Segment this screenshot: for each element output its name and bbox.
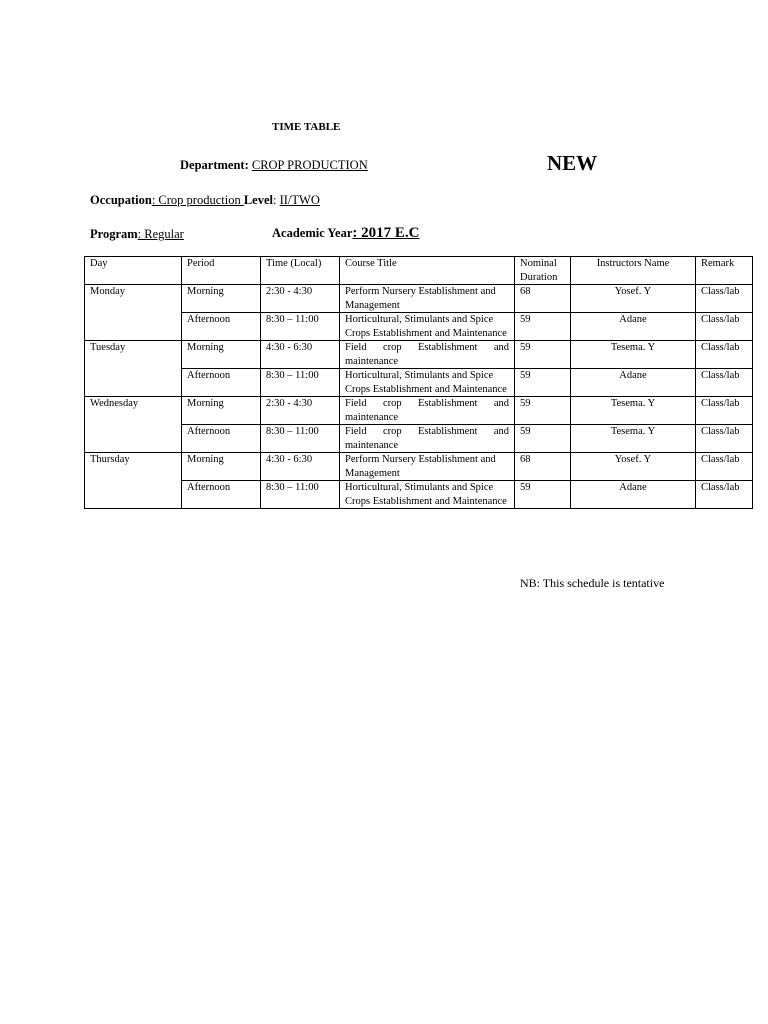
time-cell: 8:30 – 11:00	[261, 313, 340, 341]
remark-cell: Class/lab	[696, 397, 753, 425]
duration-cell: 68	[515, 285, 571, 313]
period-cell: Morning	[182, 453, 261, 481]
academic-year-line	[272, 225, 420, 242]
table-row	[85, 369, 753, 397]
day-cell: Tuesday	[85, 341, 182, 397]
instructor-cell: Yosef. Y	[571, 453, 696, 481]
day-cell: Thursday	[85, 453, 182, 509]
table-row	[85, 481, 753, 509]
program-line	[90, 227, 184, 242]
header-day: Day	[85, 257, 182, 285]
department-label: Department:	[180, 158, 249, 172]
day-cell: Wednesday	[85, 397, 182, 453]
header-instructor: Instructors Name	[571, 257, 696, 285]
period-cell: Morning	[182, 285, 261, 313]
duration-cell: 68	[515, 453, 571, 481]
occupation-value: : Crop production	[151, 193, 244, 207]
instructor-cell: Adane	[571, 313, 696, 341]
course-cell: Perform Nursery Establishment and Management	[340, 285, 515, 313]
header-time: Time (Local)	[261, 257, 340, 285]
level-label: Level	[243, 193, 273, 207]
program-value: : Regular	[137, 227, 184, 241]
duration-cell: 59	[515, 397, 571, 425]
course-cell: Field crop Establishment and maintenance	[340, 425, 515, 453]
period-cell: Afternoon	[182, 481, 261, 509]
time-cell: 8:30 – 11:00	[261, 369, 340, 397]
academic-year-value: : 2017 E.C	[352, 225, 420, 241]
table-row	[85, 285, 753, 313]
department-line	[180, 158, 368, 173]
period-cell: Morning	[182, 397, 261, 425]
time-cell: 2:30 - 4:30	[261, 285, 340, 313]
page-title: TIME TABLE	[272, 121, 341, 133]
instructor-cell: Tesema. Y	[571, 425, 696, 453]
course-cell: Field crop Establishment and maintenance	[340, 397, 515, 425]
academic-year-label: Academic Year	[272, 226, 353, 240]
header-duration: Nominal Duration	[515, 257, 571, 285]
remark-cell: Class/lab	[696, 453, 753, 481]
table-row	[85, 341, 753, 369]
course-cell: Perform Nursery Establishment and Management	[340, 453, 515, 481]
time-cell: 8:30 – 11:00	[261, 425, 340, 453]
remark-cell: Class/lab	[696, 313, 753, 341]
period-cell: Morning	[182, 341, 261, 369]
table-row	[85, 313, 753, 341]
header-remark: Remark	[696, 257, 753, 285]
schedule-note: NB: This schedule is tentative	[520, 576, 665, 590]
day-cell: Monday	[85, 285, 182, 341]
remark-cell: Class/lab	[696, 341, 753, 369]
period-cell: Afternoon	[182, 369, 261, 397]
time-cell: 4:30 - 6:30	[261, 453, 340, 481]
remark-cell: Class/lab	[696, 425, 753, 453]
new-label: NEW	[547, 151, 598, 175]
course-cell: Horticultural, Stimulants and Spice Crops Establishment and Maintenance	[340, 369, 515, 397]
table-header-row	[85, 257, 753, 285]
instructor-cell: Tesema. Y	[571, 341, 696, 369]
course-cell: Horticultural, Stimulants and Spice Crops Establishment and Maintenance	[340, 481, 515, 509]
table-row	[85, 453, 753, 481]
table-row	[85, 425, 753, 453]
department-value: CROP PRODUCTION	[251, 158, 368, 172]
header-period: Period	[182, 257, 261, 285]
duration-cell: 59	[515, 425, 571, 453]
duration-cell: 59	[515, 369, 571, 397]
duration-cell: 59	[515, 481, 571, 509]
instructor-cell: Adane	[571, 481, 696, 509]
instructor-cell: Adane	[571, 369, 696, 397]
remark-cell: Class/lab	[696, 285, 753, 313]
instructor-cell: Yosef. Y	[571, 285, 696, 313]
occupation-label: Occupation	[90, 193, 152, 207]
duration-cell: 59	[515, 313, 571, 341]
duration-cell: 59	[515, 341, 571, 369]
program-label: Program	[90, 227, 138, 241]
remark-cell: Class/lab	[696, 369, 753, 397]
time-cell: 8:30 – 11:00	[261, 481, 340, 509]
course-cell: Horticultural, Stimulants and Spice Crops Establishment and Maintenance	[340, 313, 515, 341]
course-cell: Field crop Establishment and maintenance	[340, 341, 515, 369]
instructor-cell: Tesema. Y	[571, 397, 696, 425]
time-cell: 4:30 - 6:30	[261, 341, 340, 369]
occupation-line: Occupation: Crop production Level: II/TWO	[90, 193, 320, 207]
header-course: Course Title	[340, 257, 515, 285]
period-cell: Afternoon	[182, 425, 261, 453]
remark-cell: Class/lab	[696, 481, 753, 509]
time-cell: 2:30 - 4:30	[261, 397, 340, 425]
timetable	[84, 256, 753, 509]
period-cell: Afternoon	[182, 313, 261, 341]
level-value: II/TWO	[279, 193, 320, 207]
table-row	[85, 397, 753, 425]
